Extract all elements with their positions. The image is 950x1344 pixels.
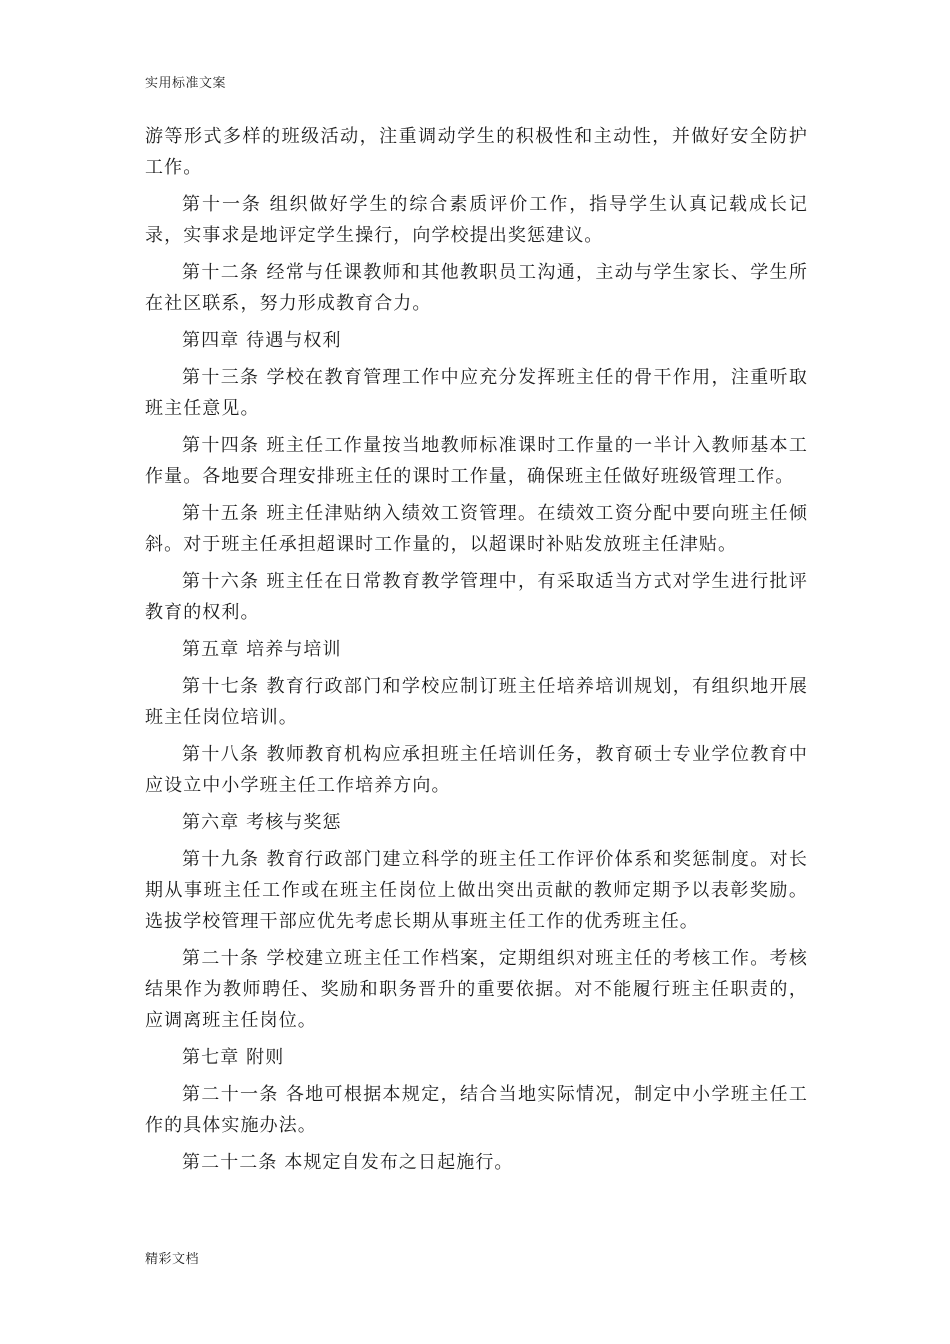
article-20: 第二十条 学校建立班主任工作档案，定期组织对班主任的考核工作。考核结果作为教师聘任、奖励和职务晋升的重要依据。对不能履行班主任职责的，应调离班主任岗位。	[145, 948, 808, 1031]
paragraph-continued: 游等形式多样的班级活动，注重调动学生的积极性和主动性，并做好安全防护工作。	[145, 126, 808, 178]
chapter-7-heading: 第七章 附则	[182, 1047, 285, 1068]
article-16: 第十六条 班主任在日常教育教学管理中，有采取适当方式对学生进行批评教育的权利。	[145, 571, 808, 623]
article-22: 第二十二条 本规定自发布之日起施行。	[182, 1152, 514, 1173]
article-18: 第十八条 教师教育机构应承担班主任培训任务，教育硕士专业学位教育中应设立中小学班主任工作培养方向。	[145, 744, 808, 796]
article-12: 第十二条 经常与任课教师和其他教职员工沟通，主动与学生家长、学生所在社区联系，努力形成教育合力。	[145, 262, 808, 314]
article-13: 第十三条 学校在教育管理工作中应充分发挥班主任的骨干作用，注重听取班主任意见。	[145, 367, 808, 419]
article-21: 第二十一条 各地可根据本规定，结合当地实际情况，制定中小学班主任工作的具体实施办法。	[145, 1084, 808, 1136]
chapter-4-heading: 第四章 待遇与权利	[182, 330, 342, 351]
article-15: 第十五条 班主任津贴纳入绩效工资管理。在绩效工资分配中要向班主任倾斜。对于班主任承担超课时工作量的，以超课时补贴发放班主任津贴。	[145, 503, 808, 555]
article-14: 第十四条 班主任工作量按当地教师标准课时工作量的一半计入教师基本工作量。各地要合理安排班主任的课时工作量，确保班主任做好班级管理工作。	[145, 435, 808, 487]
page-header: 实用标准文案	[145, 76, 227, 91]
document-body	[145, 121, 808, 1184]
page-footer: 精彩文档	[145, 1252, 200, 1267]
article-19: 第十九条 教育行政部门建立科学的班主任工作评价体系和奖惩制度。对长期从事班主任工作或在班主任岗位上做出突出贡献的教师定期予以表彰奖励。选拔学校管理干部应优先考虑长期从事班主任工作的优秀班主任。	[145, 849, 808, 932]
article-11: 第十一条 组织做好学生的综合素质评价工作，指导学生认真记载成长记录，实事求是地评定学生操行，向学校提出奖惩建议。	[145, 194, 808, 246]
article-17: 第十七条 教育行政部门和学校应制订班主任培养培训规划，有组织地开展班主任岗位培训。	[145, 676, 808, 728]
chapter-5-heading: 第五章 培养与培训	[182, 639, 342, 660]
chapter-6-heading: 第六章 考核与奖惩	[182, 812, 342, 833]
